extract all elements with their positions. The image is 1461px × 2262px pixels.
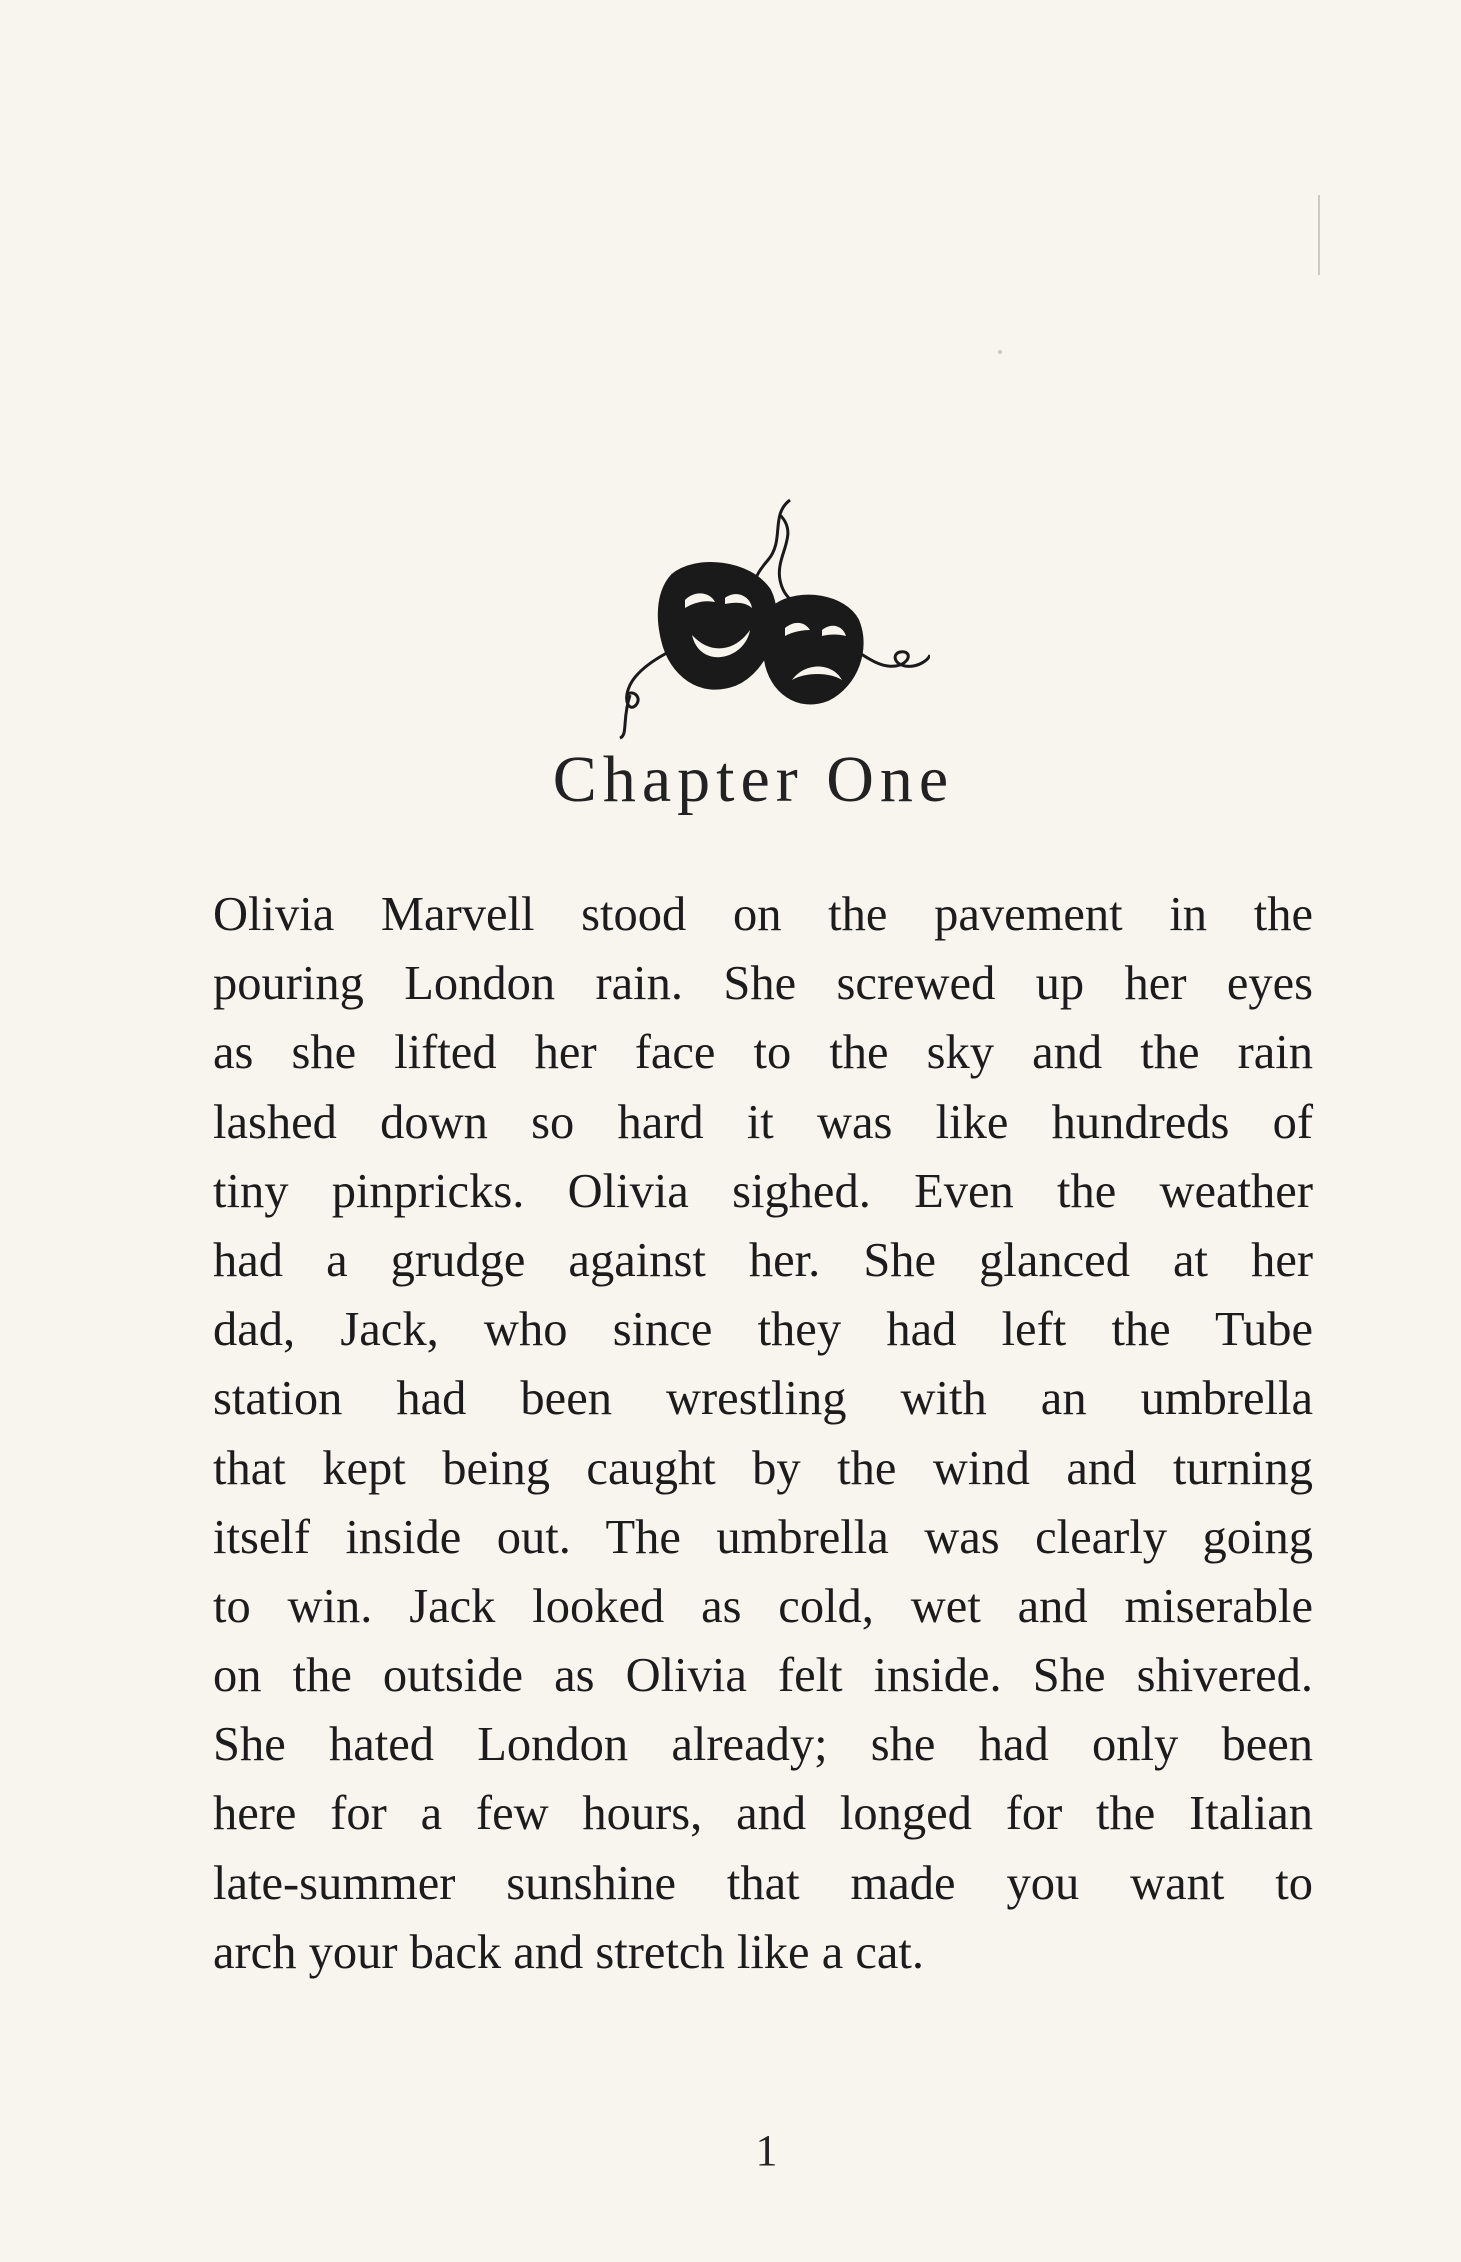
text-line: pouring London rain. She screwed up her eyes: [213, 957, 1313, 1011]
chapter-paragraph: [213, 880, 1313, 1987]
chapter-title: Chapter One: [552, 743, 955, 816]
text-line: tiny pinpricks. Olivia sighed. Even the weather: [213, 1164, 1313, 1218]
text-line: late-summer sunshine that made you want to: [213, 1856, 1313, 1910]
text-line: had a grudge against her. She glanced at her: [213, 1233, 1313, 1287]
theatre-masks-icon: [600, 480, 930, 740]
text-line: lashed down so hard it was like hundreds of: [213, 1095, 1313, 1149]
text-line: that kept being caught by the wind and turning: [213, 1441, 1313, 1495]
text-line: as she lifted her face to the sky and the rain: [213, 1026, 1313, 1080]
scan-mark: [998, 350, 1002, 354]
text-line: to win. Jack looked as cold, wet and miserable: [213, 1579, 1313, 1633]
text-line: station had been wrestling with an umbrella: [213, 1372, 1313, 1426]
text-line: dad, Jack, who since they had left the Tube: [213, 1303, 1313, 1357]
text-line: She hated London already; she had only been: [213, 1718, 1313, 1772]
text-line: Olivia Marvell stood on the pavement in the: [213, 888, 1313, 941]
text-line: here for a few hours, and longed for the Italian: [213, 1787, 1313, 1841]
text-line: on the outside as Olivia felt inside. She shivered.: [213, 1649, 1313, 1703]
page-number: 1: [755, 2126, 778, 2175]
text-line: arch your back and stretch like a cat.: [213, 1925, 924, 1979]
scan-mark: [1318, 195, 1320, 275]
text-line: itself inside out. The umbrella was clearly going: [213, 1510, 1313, 1564]
